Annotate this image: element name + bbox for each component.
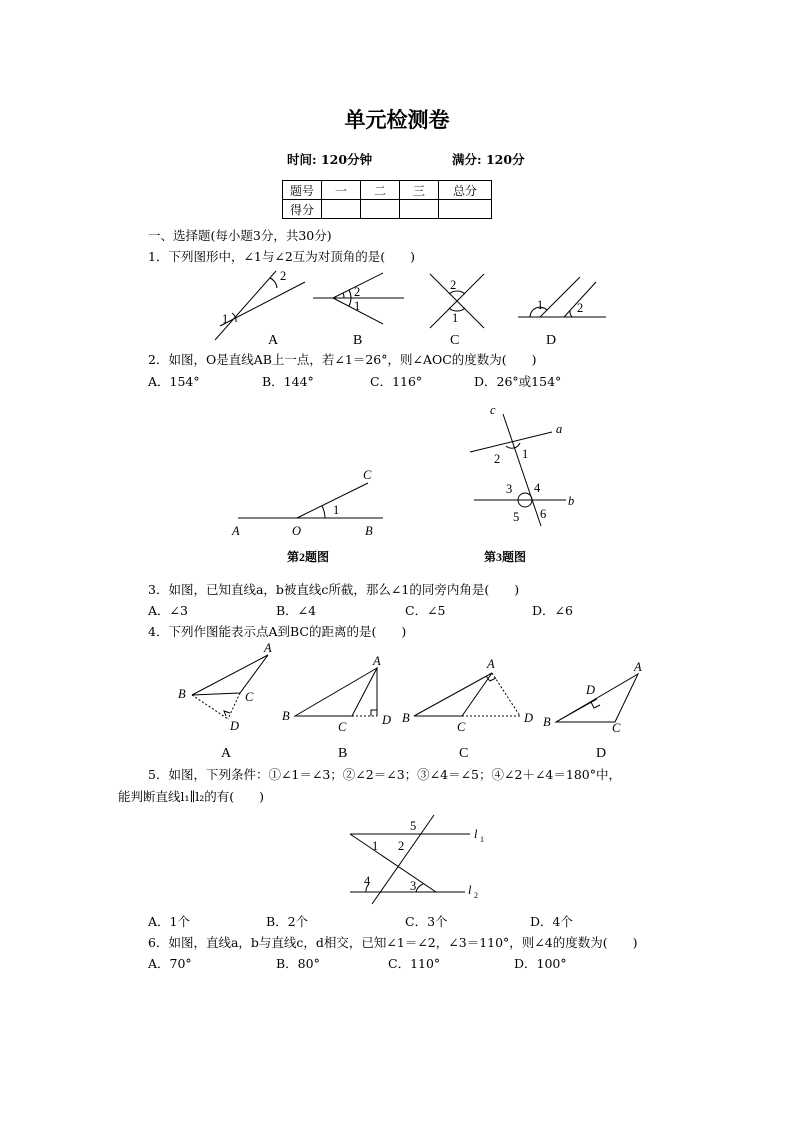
q1-a-angle-1-label: 1 — [222, 312, 229, 326]
q5-option-a[interactable]: A．1个 — [148, 914, 190, 929]
q1-option-b-letter: B — [353, 333, 363, 348]
q2-option-a[interactable]: A．154° — [148, 374, 200, 389]
q1-c-angle-1-label: 1 — [452, 311, 459, 325]
q3-angle-5-label: 5 — [513, 510, 520, 524]
q4-b-label-B: B — [282, 709, 290, 723]
q1-d-angle-1-label: 1 — [537, 298, 544, 312]
q4-c-label-D: D — [524, 711, 534, 725]
q3-option-b[interactable]: B．∠4 — [276, 603, 317, 618]
q2-label-A: A — [232, 524, 240, 538]
q5-angle-5-label: 5 — [410, 819, 417, 833]
section-heading: 一、选择题(每小题3分，共30分) — [148, 228, 332, 243]
q3-option-a[interactable]: A．∠3 — [148, 603, 188, 618]
q3-option-d[interactable]: D．∠6 — [532, 603, 573, 618]
q6-option-d[interactable]: D．100° — [514, 956, 567, 971]
q4-d-label-B: B — [543, 715, 551, 729]
q1-option-a-letter: A — [268, 333, 279, 348]
q1-b-angle-1-label: 1 — [354, 299, 361, 313]
q5-option-c[interactable]: C．3个 — [405, 914, 448, 929]
q4-option-b-letter: B — [338, 746, 348, 761]
score-table-header: 二 — [361, 181, 400, 200]
q5-label-l2-subscript: 2 — [474, 891, 478, 900]
question-5-stem-line-2: 能判断直线l₁∥l₂的有( ) — [118, 789, 265, 804]
q1-c-angle-2-label: 2 — [450, 278, 457, 292]
score-value: 120分 — [485, 152, 525, 167]
question-6-stem: 6．如图，直线a，b与直线c，d相交，已知∠1＝∠2，∠3＝110°，则∠4的度数为( ) — [148, 935, 638, 950]
q1-option-d-letter: D — [546, 333, 557, 348]
q6-option-c[interactable]: C．110° — [388, 956, 441, 971]
q5-angle-2-label: 2 — [398, 839, 405, 853]
q4-c-label-B: B — [402, 711, 410, 725]
q4-option-d-letter: D — [596, 746, 607, 761]
q2-label-B: B — [365, 524, 373, 538]
q4-a-label-C: C — [245, 690, 254, 704]
question-4-stem: 4．下列作图能表示点A到BC的距离的是( ) — [148, 624, 407, 639]
q3-label-a: a — [556, 422, 563, 436]
q3-angle-1-label: 1 — [522, 447, 529, 461]
q5-option-d[interactable]: D．4个 — [530, 914, 573, 929]
q4-c-label-C: C — [457, 720, 466, 734]
time-label: 时间 — [287, 152, 313, 167]
q6-option-a[interactable]: A．70° — [148, 956, 192, 971]
q4-b-label-C: C — [338, 720, 347, 734]
q4-a-label-A: A — [264, 641, 272, 655]
q1-b-angle-2-label: 2 — [354, 285, 361, 299]
question-2-stem: 2．如图，O是直线AB上一点，若∠1＝26°，则∠AOC的度数为( ) — [148, 352, 537, 367]
q4-c-label-A: A — [487, 657, 495, 671]
q6-option-b[interactable]: B．80° — [276, 956, 320, 971]
score-label: 满分 — [452, 152, 478, 167]
q3-angle-3-label: 3 — [506, 482, 513, 496]
q3-figure-caption: 第3题图 — [484, 550, 527, 564]
q2-option-b[interactable]: B．144° — [262, 374, 314, 389]
q4-a-label-D: D — [230, 719, 240, 733]
q4-option-a-letter: A — [221, 746, 232, 761]
q2-angle-1-label: 1 — [333, 503, 340, 517]
question-5-stem-line-1: 5．如图，下列条件：①∠1＝∠3；②∠2＝∠3；③∠4＝∠5；④∠2＋∠4＝180°中， — [148, 767, 621, 782]
q2-option-c[interactable]: C．116° — [370, 374, 423, 389]
q4-b-label-A: A — [373, 654, 381, 668]
q4-option-c-letter: C — [459, 746, 469, 761]
q5-angle-3-label: 3 — [410, 879, 417, 893]
q3-angle-4-label: 4 — [534, 481, 541, 495]
q3-label-c: c — [490, 403, 496, 417]
q3-option-c[interactable]: C．∠5 — [405, 603, 446, 618]
q1-option-c-letter: C — [450, 333, 460, 348]
q5-label-l2: l — [468, 883, 472, 897]
score-table-header: 总分 — [439, 181, 492, 200]
time-info: 时间: 120分钟 — [287, 152, 373, 167]
q4-b-label-D: D — [382, 713, 392, 727]
question-1-stem: 1．下列图形中，∠1与∠2互为对顶角的是( ) — [148, 249, 416, 264]
page-title: 单元检测卷 — [344, 107, 450, 132]
score-table-header: 题号 — [283, 181, 322, 200]
q4-a-label-B: B — [178, 687, 186, 701]
q3-angle-2-label: 2 — [494, 452, 501, 466]
q5-label-l1: l — [474, 827, 478, 841]
score-table-header: 三 — [400, 181, 439, 200]
q2-figure-caption: 第2题图 — [287, 550, 330, 564]
q4-d-label-A: A — [634, 660, 642, 674]
question-3-stem: 3．如图，已知直线a，b被直线c所截，那么∠1的同旁内角是( ) — [148, 582, 520, 597]
score-row-label: 得分 — [283, 200, 322, 219]
q1-a-angle-2-label: 2 — [280, 269, 287, 283]
q4-d-label-C: C — [612, 721, 621, 735]
q4-d-label-D: D — [586, 683, 596, 697]
q3-angle-6-label: 6 — [540, 507, 547, 521]
score-info: 满分: 120分 — [452, 152, 525, 167]
q5-angle-4-label: 4 — [364, 874, 371, 888]
q5-angle-1-label: 1 — [372, 839, 379, 853]
q5-label-l1-subscript: 1 — [480, 835, 484, 844]
time-value: 120分钟 — [320, 152, 373, 167]
q5-option-b[interactable]: B．2个 — [266, 914, 309, 929]
q2-option-d[interactable]: D．26°或154° — [474, 374, 562, 389]
q3-label-b: b — [568, 494, 575, 508]
q1-d-angle-2-label: 2 — [577, 301, 584, 315]
score-table-header: 一 — [322, 181, 361, 200]
q2-label-C: C — [363, 468, 372, 482]
q2-label-O: O — [292, 524, 302, 538]
